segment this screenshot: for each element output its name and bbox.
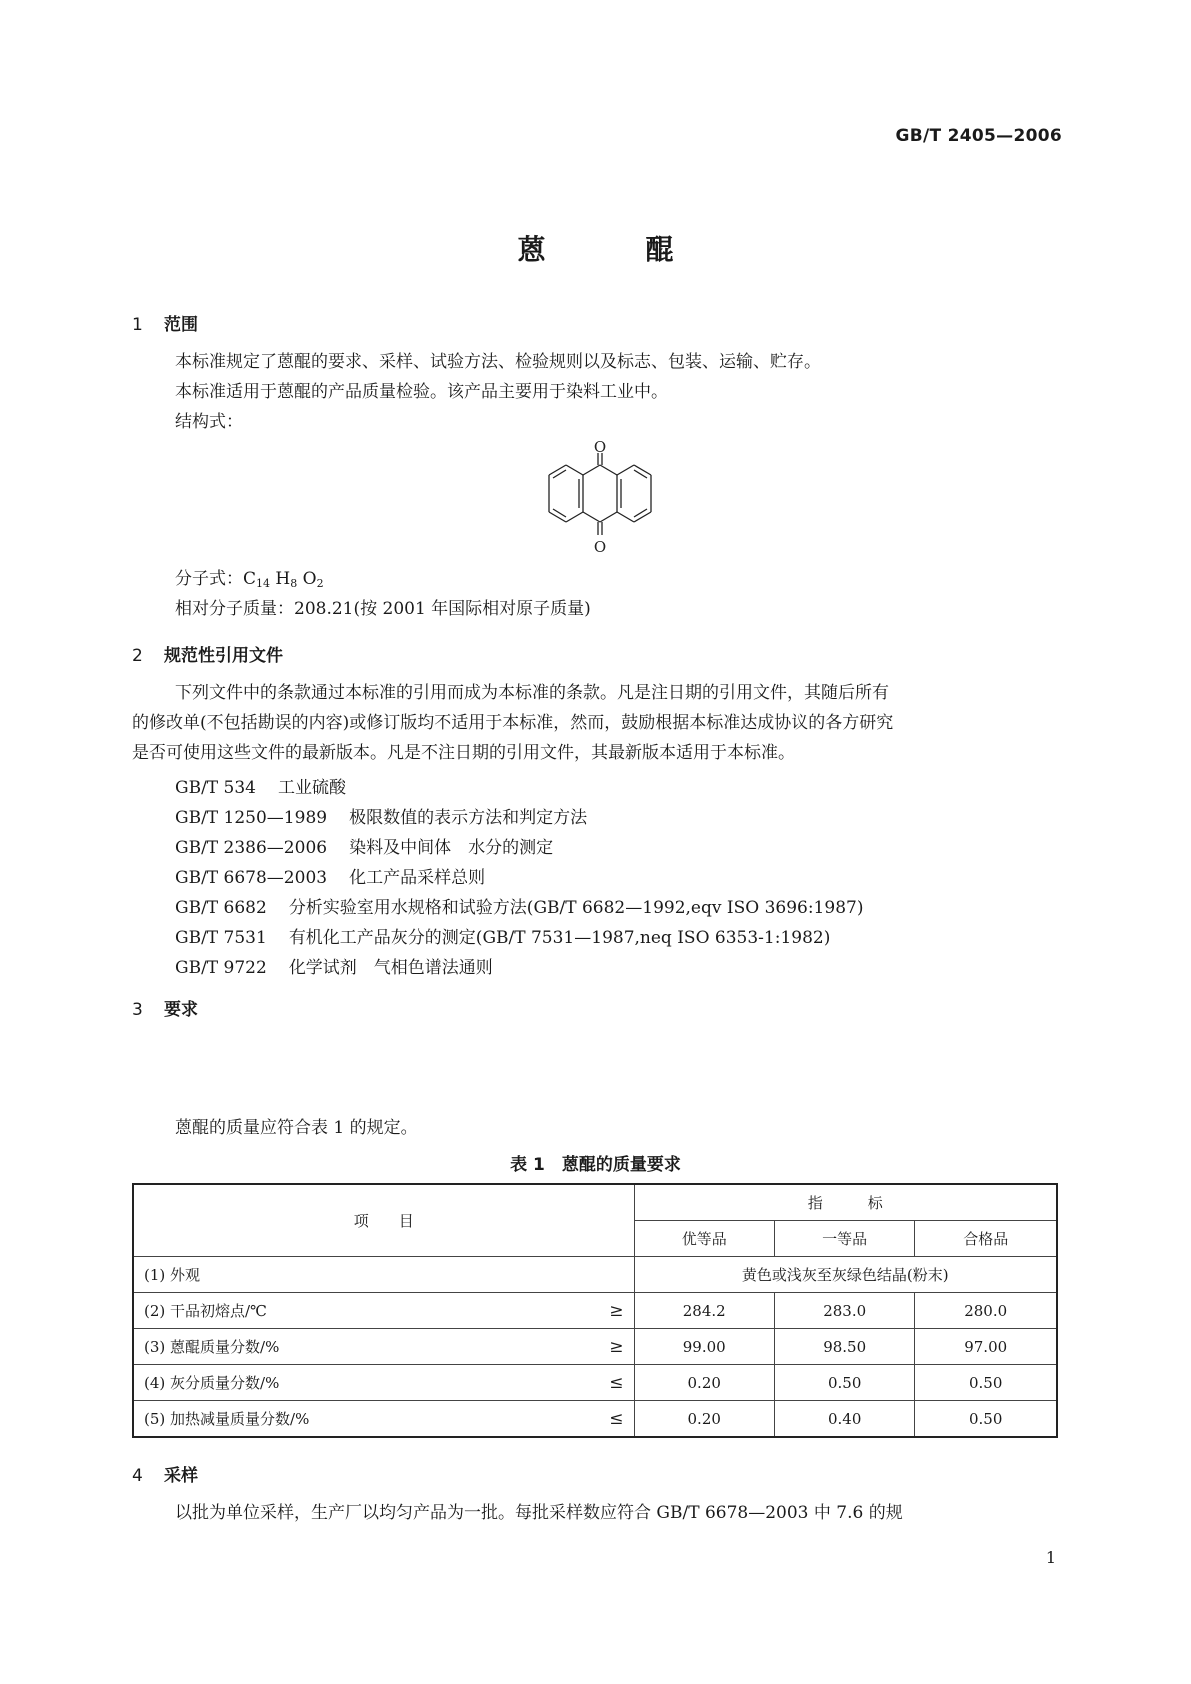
- normative-line-1: 下列文件中的条款通过本标准的引用而成为本标准的条款。凡是注日期的引用文件，其随后所有: [175, 683, 889, 703]
- table-row: [133, 1329, 1057, 1365]
- comparator: ≥: [609, 1336, 624, 1357]
- molecular-mass: 相对分子质量：208.21(按 2001 年国际相对原子质量): [175, 599, 591, 619]
- reference-item: [175, 803, 587, 828]
- table-row: [133, 1365, 1057, 1401]
- standard-code: GB/T 2405—2006: [895, 126, 1062, 146]
- table-row: [133, 1401, 1057, 1438]
- value-cell: 284.2: [634, 1293, 774, 1329]
- row-label: (1) 外观: [133, 1257, 634, 1293]
- section-4-heading: [132, 1461, 198, 1486]
- formula-h: H: [275, 569, 291, 589]
- section-number: 2: [132, 646, 143, 666]
- table-header-row: [133, 1184, 1057, 1221]
- reference-name: 化学试剂 气相色谱法通则: [288, 958, 493, 978]
- row-label-cell: [133, 1329, 634, 1365]
- requirements-intro: 蒽醌的质量应符合表 1 的规定。: [175, 1118, 418, 1138]
- grade-header: 优等品: [634, 1221, 774, 1257]
- reference-code: GB/T 1250—1989: [175, 808, 328, 828]
- column-header-index: 指 标: [634, 1184, 1057, 1221]
- reference-name: 化工产品采样总则: [349, 868, 486, 888]
- reference-name: 极限数值的表示方法和判定方法: [349, 808, 588, 828]
- scope-paragraph-2: 本标准适用于蒽醌的产品质量检验。该产品主要用于染料工业中。: [175, 382, 668, 402]
- reference-item: [175, 863, 485, 888]
- row-label-cell: [133, 1293, 634, 1329]
- value-cell: 99.00: [634, 1329, 774, 1365]
- section-number: 1: [132, 315, 143, 335]
- table-caption: 表 1 蒽醌的质量要求: [510, 1155, 681, 1175]
- value-cell: 0.50: [774, 1365, 914, 1401]
- reference-code: GB/T 534: [175, 778, 256, 798]
- normative-line-3: 是否可使用这些文件的最新版本。凡是不注日期的引用文件，其最新版本适用于本标准。: [132, 743, 795, 763]
- formula-c-sub: 14: [256, 577, 271, 590]
- table-row: [133, 1293, 1057, 1329]
- value-cell: 97.00: [915, 1329, 1057, 1365]
- section-number: 4: [132, 1466, 143, 1486]
- value-cell: 0.20: [634, 1401, 774, 1438]
- row-label-cell: [133, 1401, 634, 1438]
- reference-name: 工业硫酸: [278, 778, 346, 798]
- value-cell: 0.50: [915, 1365, 1057, 1401]
- reference-name: 染料及中间体 水分的测定: [349, 838, 554, 858]
- anthraquinone-structure-diagram: [535, 440, 665, 560]
- reference-code: GB/T 2386—2006: [175, 838, 328, 858]
- quality-requirements-table: [132, 1183, 1058, 1438]
- reference-code: GB/T 6678—2003: [175, 868, 328, 888]
- appearance-value: 黄色或浅灰至灰绿色结晶(粉末): [634, 1257, 1057, 1293]
- normative-line-2: 的修改单(不包括勘误的内容)或修订版均不适用于本标准，然而，鼓励根据本标准达成协议的各方研究: [132, 713, 894, 733]
- formula-label: 分子式：: [175, 569, 243, 589]
- formula-o: O: [302, 569, 317, 589]
- reference-item: [175, 923, 830, 948]
- row-label: (5) 加热减量质量分数/%: [144, 1410, 310, 1428]
- sampling-paragraph: 以批为单位采样，生产厂以均匀产品为一批。每批采样数应符合 GB/T 6678—2003 中 7.6 的规: [175, 1503, 903, 1523]
- section-title: 范围: [164, 315, 198, 335]
- value-cell: 0.50: [915, 1401, 1057, 1438]
- section-title: 要求: [164, 1000, 198, 1020]
- value-cell: 280.0: [915, 1293, 1057, 1329]
- section-number: 3: [132, 1000, 143, 1020]
- value-cell: 0.40: [774, 1401, 914, 1438]
- value-cell: 283.0: [774, 1293, 914, 1329]
- structure-label: 结构式：: [175, 412, 243, 432]
- row-label: (4) 灰分质量分数/%: [144, 1374, 280, 1392]
- scope-paragraph-1: 本标准规定了蒽醌的要求、采样、试验方法、检验规则以及标志、包装、运输、贮存。: [175, 352, 821, 372]
- formula-c: C: [243, 569, 257, 589]
- reference-code: GB/T 6682: [175, 898, 267, 918]
- section-title: 规范性引用文件: [164, 646, 283, 666]
- reference-item: [175, 833, 553, 858]
- reference-code: GB/T 9722: [175, 958, 267, 978]
- reference-name: 有机化工产品灰分的测定(GB/T 7531—1987,neq ISO 6353-1:1982): [288, 928, 831, 948]
- reference-code: GB/T 7531: [175, 928, 267, 948]
- value-cell: 0.20: [634, 1365, 774, 1401]
- grade-header: 合格品: [915, 1221, 1057, 1257]
- oxygen-top-label: O: [593, 440, 607, 456]
- molecular-formula: [175, 568, 324, 595]
- comparator: ≤: [609, 1372, 624, 1393]
- row-label: (3) 蒽醌质量分数/%: [144, 1338, 280, 1356]
- page-number: 1: [1045, 1548, 1056, 1567]
- column-header-item: 项 目: [133, 1184, 634, 1257]
- reference-item: [175, 893, 863, 918]
- comparator: ≥: [609, 1300, 624, 1321]
- table-row: [133, 1257, 1057, 1293]
- formula-o-sub: 2: [316, 577, 324, 590]
- section-title: 采样: [164, 1466, 198, 1486]
- row-label-cell: [133, 1365, 634, 1401]
- section-3-heading: [132, 995, 198, 1020]
- reference-item: [175, 773, 346, 798]
- section-2-heading: [132, 641, 283, 666]
- row-label: (2) 干品初熔点/℃: [144, 1302, 267, 1320]
- reference-name: 分析实验室用水规格和试验方法(GB/T 6682—1992,eqv ISO 3696:1987): [288, 898, 864, 918]
- document-title: 蒽 醌: [517, 233, 710, 266]
- formula-h-sub: 8: [290, 577, 298, 590]
- grade-header: 一等品: [774, 1221, 914, 1257]
- value-cell: 98.50: [774, 1329, 914, 1365]
- section-1-heading: [132, 310, 198, 335]
- comparator: ≤: [609, 1408, 624, 1429]
- reference-item: [175, 953, 493, 978]
- oxygen-bottom-label: O: [593, 538, 607, 556]
